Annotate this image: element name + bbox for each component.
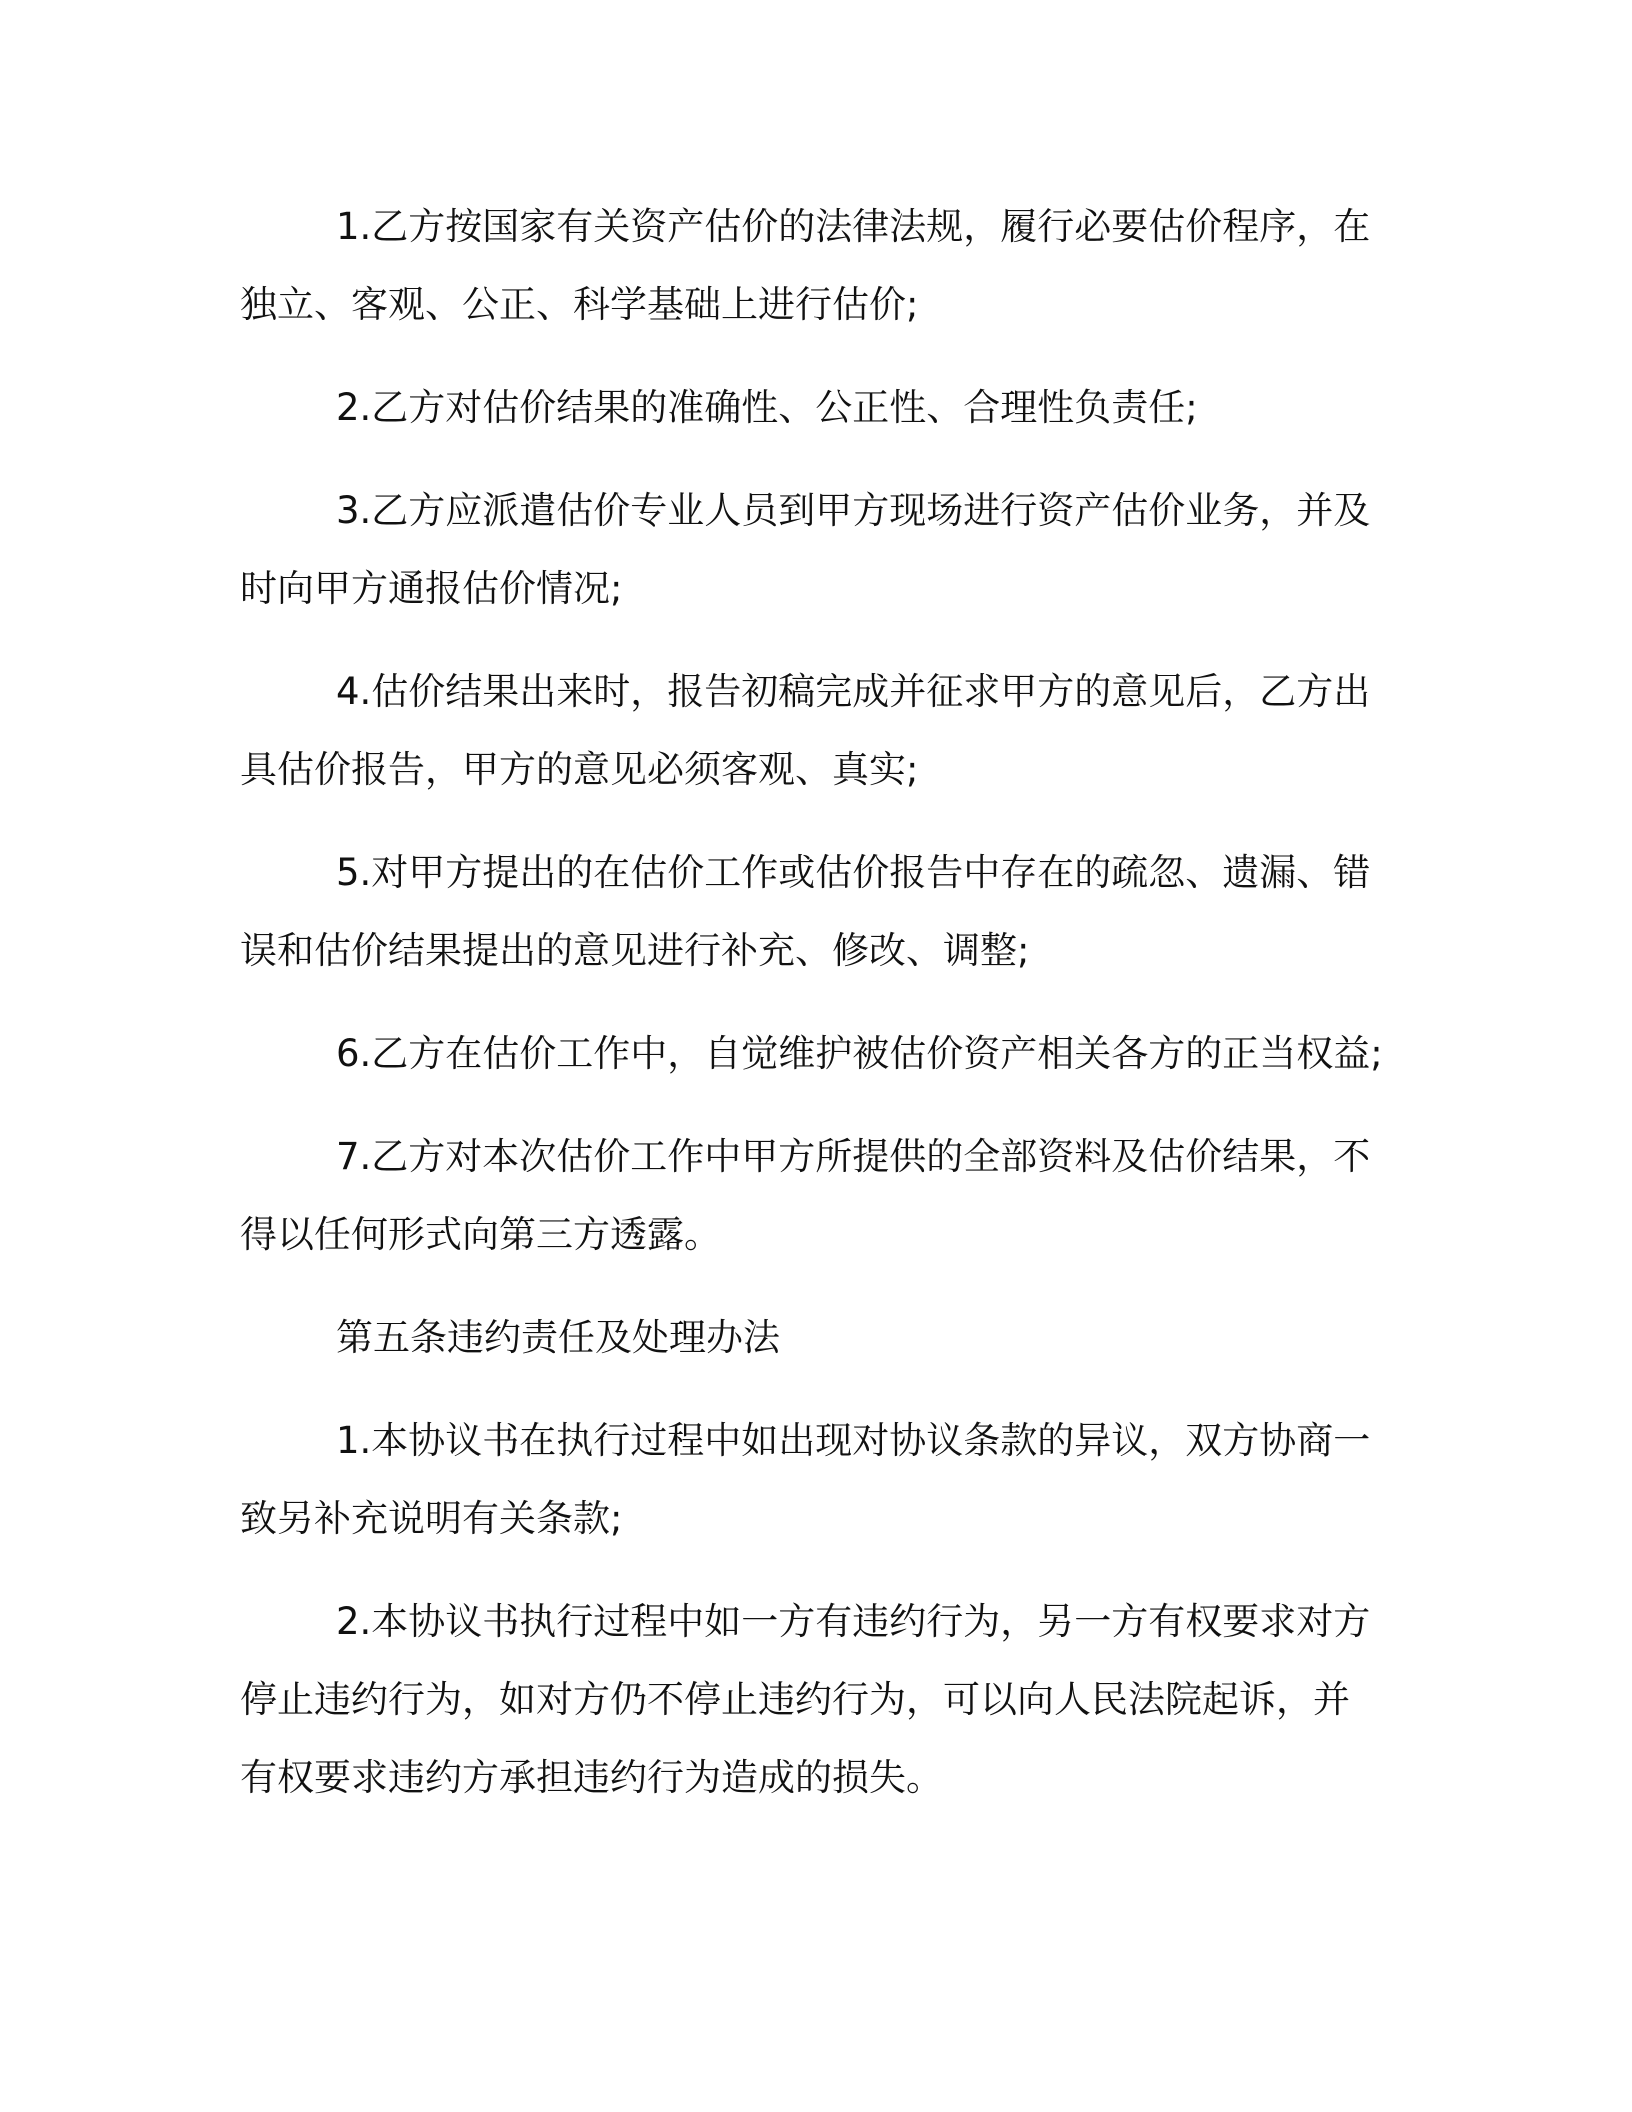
document-body — [240, 188, 1390, 1842]
text-line: 致另补充说明有关条款; — [240, 1497, 623, 1540]
paragraph-obligation-2 — [240, 369, 1390, 447]
text-line: 2.本协议书执行过程中如一方有违约行为，另一方有权要求对方 — [336, 1600, 1371, 1643]
paragraph-obligation-6 — [240, 1015, 1390, 1093]
text-line: 1.本协议书在执行过程中如出现对协议条款的异议，双方协商一 — [336, 1419, 1371, 1462]
section-heading-article-5 — [240, 1299, 1390, 1377]
text-line: 得以任何形式向第三方透露。 — [240, 1213, 721, 1256]
text-line: 5.对甲方提出的在估价工作或估价报告中存在的疏忽、遗漏、错 — [336, 851, 1371, 894]
paragraph-obligation-1 — [240, 188, 1390, 344]
paragraph-obligation-3 — [240, 472, 1390, 628]
paragraph-liability-1 — [240, 1402, 1390, 1558]
text-line: 2.乙方对估价结果的准确性、公正性、合理性负责任; — [336, 386, 1198, 429]
text-line: 误和估价结果提出的意见进行补充、修改、调整; — [240, 929, 1030, 972]
text-line: 停止违约行为，如对方仍不停止违约行为，可以向人民法院起诉，并 — [240, 1678, 1350, 1721]
text-line: 具估价报告，甲方的意见必须客观、真实; — [240, 748, 919, 791]
text-line: 6.乙方在估价工作中，自觉维护被估价资产相关各方的正当权益; — [336, 1032, 1383, 1075]
section-heading: 第五条违约责任及处理办法 — [336, 1316, 780, 1359]
paragraph-liability-2 — [240, 1583, 1390, 1817]
text-line: 独立、客观、公正、科学基础上进行估价; — [240, 283, 919, 326]
text-line: 4.估价结果出来时，报告初稿完成并征求甲方的意见后，乙方出 — [336, 670, 1371, 713]
paragraph-obligation-5 — [240, 834, 1390, 990]
text-line: 7.乙方对本次估价工作中甲方所提供的全部资料及估价结果，不 — [336, 1135, 1371, 1178]
text-line: 1.乙方按国家有关资产估价的法律法规，履行必要估价程序，在 — [336, 205, 1371, 248]
text-line: 3.乙方应派遣估价专业人员到甲方现场进行资产估价业务，并及 — [336, 489, 1371, 532]
paragraph-obligation-7 — [240, 1118, 1390, 1274]
text-line: 时向甲方通报估价情况; — [240, 567, 623, 610]
text-line: 有权要求违约方承担违约行为造成的损失。 — [240, 1756, 943, 1799]
paragraph-obligation-4 — [240, 653, 1390, 809]
